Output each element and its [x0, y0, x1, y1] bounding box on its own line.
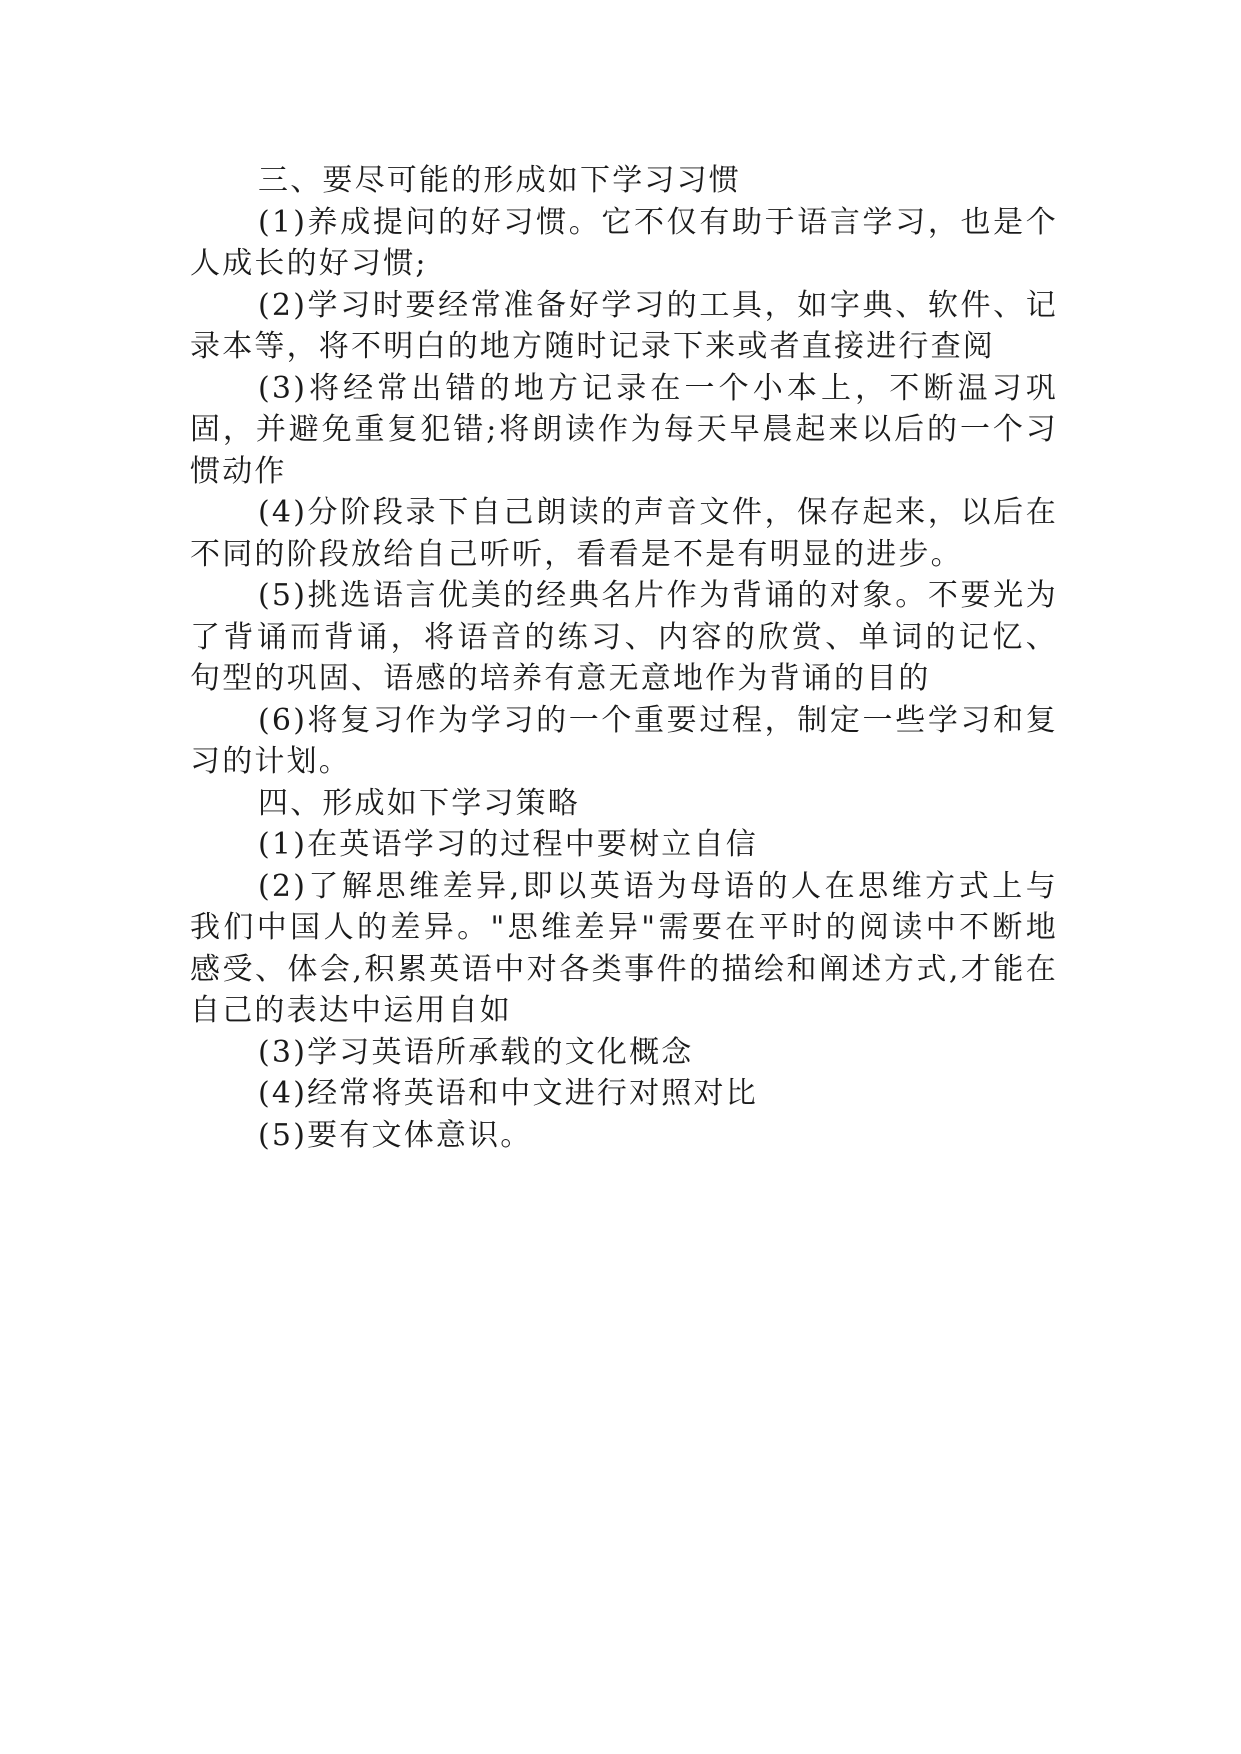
strategy-item-1: (1)在英语学习的过程中要树立自信	[258, 827, 758, 862]
strategy-item-4: (4)经常将英语和中文进行对照对比	[258, 1076, 758, 1111]
strategy-item-3: (3)学习英语所承载的文化概念	[258, 1034, 694, 1070]
habit-item-2: (2)学习时要经常准备好学习的工具，如字典、软件、记录本等，将不明白的地方随时记录下来或者直接进行查阅	[190, 287, 1058, 364]
strategy-item-5: (5)要有文体意识。	[258, 1117, 533, 1153]
habit-item-6: (6)将复习作为学习的一个重要过程，制定一些学习和复习的计划。	[190, 702, 1058, 779]
document-body	[190, 160, 1058, 1156]
habit-item-3: (3)将经常出错的地方记录在一个小本上，不断温习巩固，并避免重复犯错;将朗读作为每天早晨起来以后的一个习惯动作	[190, 370, 1058, 489]
section-heading-strategies: 四、形成如下学习策略	[258, 785, 580, 821]
habit-item-4: (4)分阶段录下自己朗读的声音文件，保存起来，以后在不同的阶段放给自己听听，看看是不是有明显的进步。	[190, 495, 1058, 572]
section-heading-habits: 三、要尽可能的形成如下学习习惯	[258, 163, 741, 198]
habit-item-1: (1)养成提问的好习惯。它不仅有助于语言学习，也是个人成长的好习惯;	[190, 204, 1058, 281]
habit-item-5: (5)挑选语言优美的经典名片作为背诵的对象。不要光为了背诵而背诵，将语音的练习、内容的欣赏、单词的记忆、句型的巩固、语感的培养有意无意地作为背诵的目的	[190, 578, 1058, 696]
strategy-item-2: (2)了解思维差异,即以英语为母语的人在思维方式上与我们中国人的差异。"思维差异"需要在平时的阅读中不断地感受、体会,积累英语中对各类事件的描绘和阐述方式,才能在自己的表达中运用自如	[190, 868, 1058, 1028]
